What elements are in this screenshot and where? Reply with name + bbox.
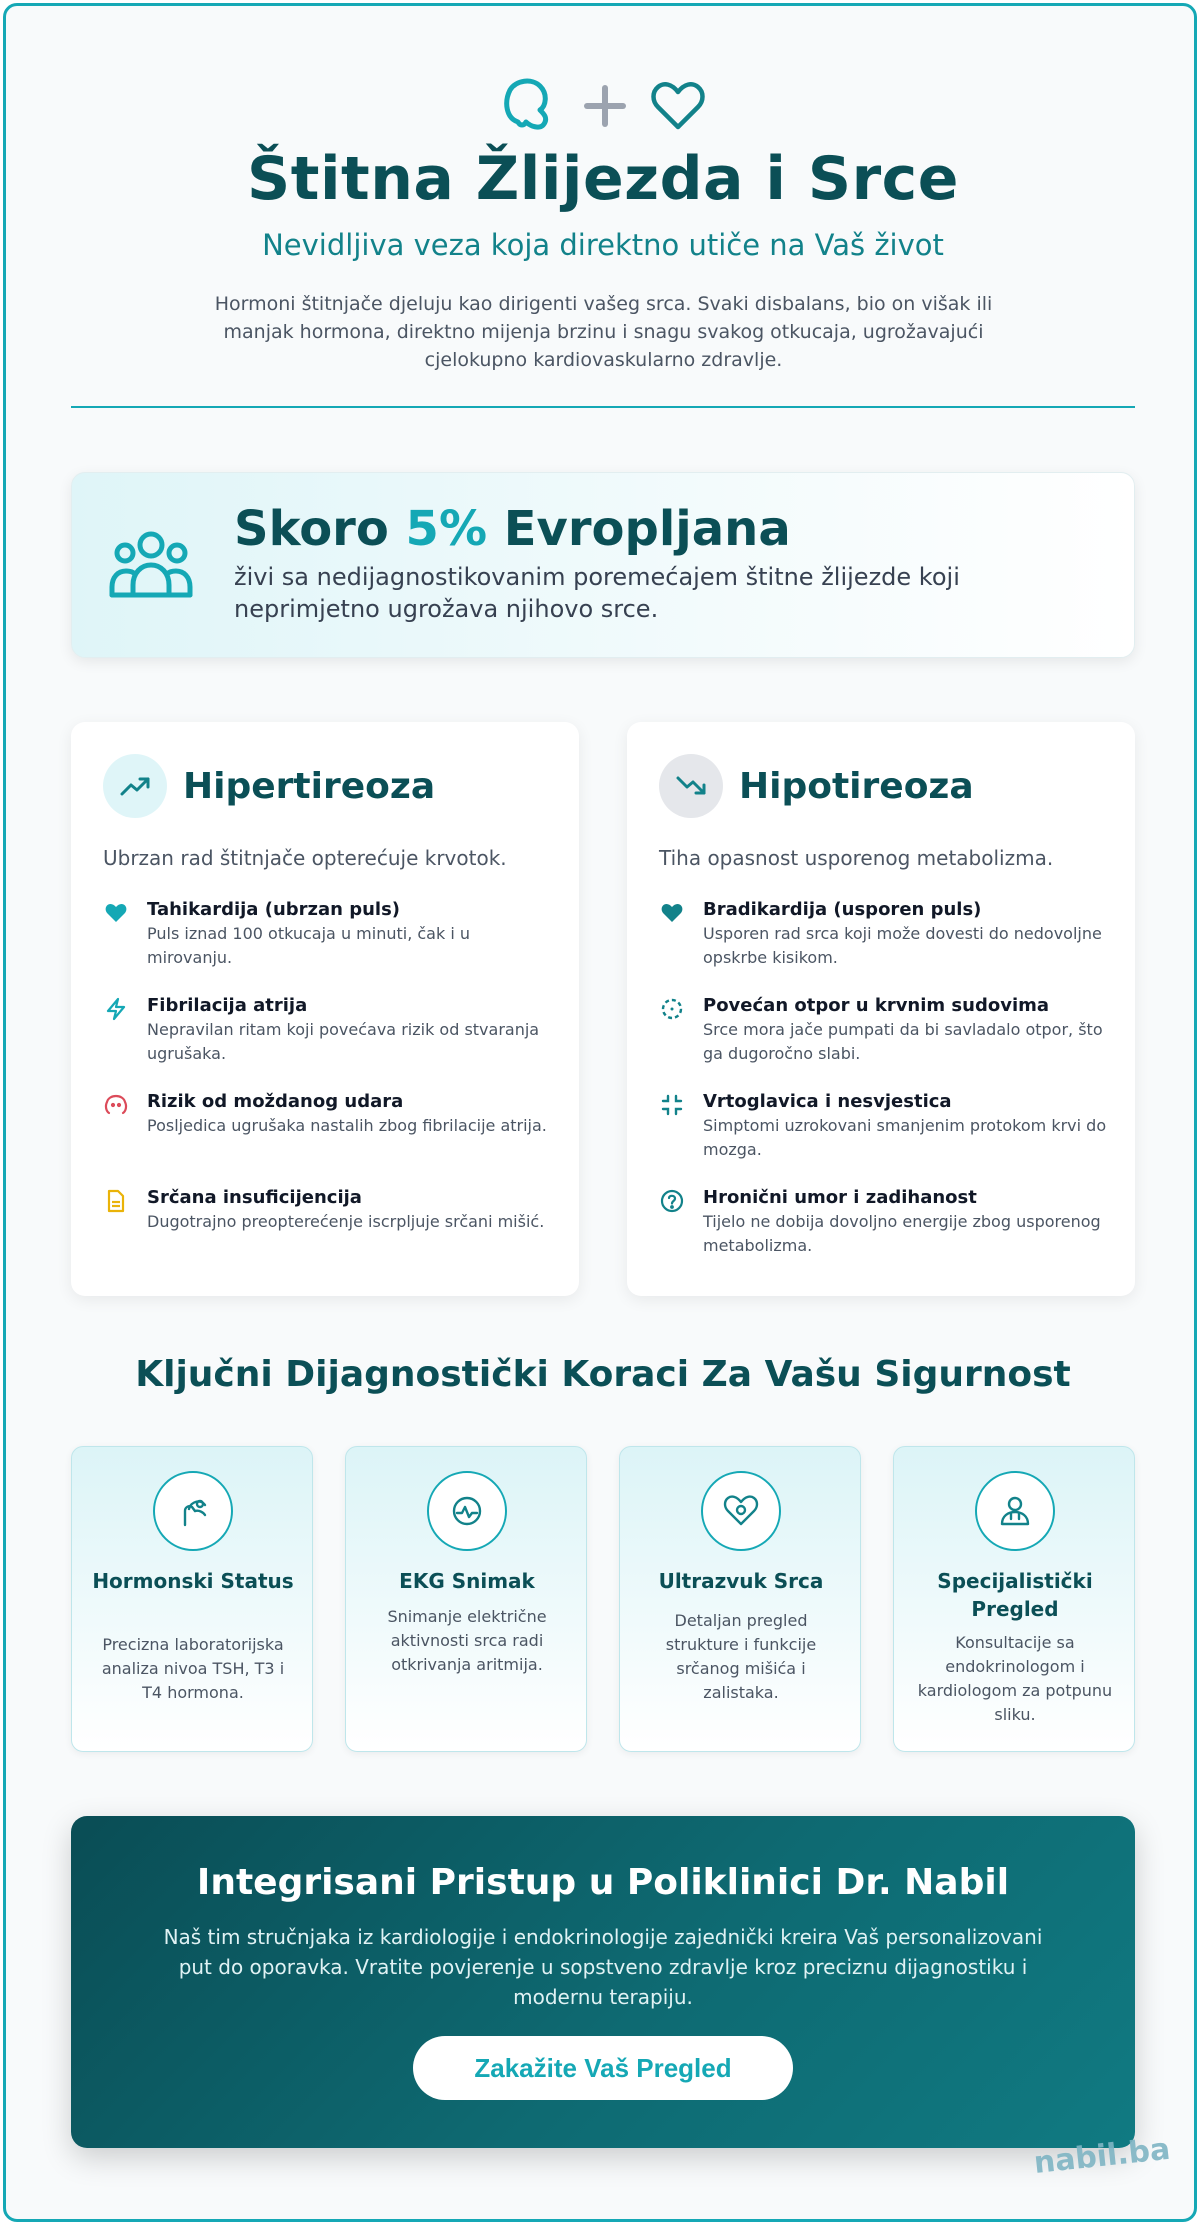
heart-icon [659, 900, 685, 926]
item-text: Tijelo ne dobija dovoljno energije zbog usporenog metabolizma. [703, 1212, 1101, 1255]
document-icon [103, 1188, 129, 1214]
stat-card [71, 472, 1135, 658]
condition-subtitle: Tiha opasnost usporenog metabolizma. [659, 846, 1054, 870]
cta-title: Integrisani Pristup u Poliklinici Dr. Nabil [196, 1862, 1010, 1903]
intro-text: Hormoni štitnjače djeluju kao dirigenti vašeg srca. Svaki disbalans, bio on višak ili manjak hormona, direktno mijenja brzinu i snagu svakog otkucaja, ugrožavajući cjelokupno kardiovaskularno zdravlje. [214, 293, 993, 371]
list-item [103, 994, 553, 1090]
item-title: Vrtoglavica i nesvjestica [703, 1091, 952, 1112]
plus-icon [582, 83, 628, 129]
stat-suffix: Evropljana [487, 501, 791, 557]
page-title: Štitna Žlijezda i Srce [247, 144, 959, 214]
list-item [103, 1186, 553, 1282]
item-title: Bradikardija (usporen puls) [703, 899, 982, 920]
diagnostic-step-ultrazvuk-srca [619, 1446, 861, 1752]
item-text: Nepravilan ritam koji povećava rizik od stvaranja ugrušaka. [147, 1020, 540, 1063]
stat-prefix: Skoro [234, 501, 406, 557]
step-text: Precizna laboratorijska analiza nivoa TSH, T3 i T4 hormona. [101, 1635, 285, 1702]
step-title: Hormonski Status [92, 1569, 294, 1593]
condition-card-hipertireoza [71, 722, 579, 1296]
condition-list [103, 898, 553, 1282]
step-text: Detaljan pregled strukture i funkcije srčanog mišića i zalistaka. [665, 1611, 817, 1702]
diagnostic-step-hormonski-status [71, 1446, 313, 1752]
condition-header [103, 754, 435, 818]
stat-percentage: 5% [405, 501, 488, 557]
condition-list [659, 898, 1109, 1282]
hand-test-icon [153, 1471, 233, 1551]
item-title: Tahikardija (ubrzan puls) [147, 899, 401, 920]
item-text: Puls iznad 100 otkucaja u minuti, čak i u mirovanju. [147, 924, 470, 967]
item-title: Srčana insuficijencija [147, 1187, 362, 1208]
step-text: Snimanje električne aktivnosti srca radi otkrivanja aritmija. [387, 1607, 547, 1674]
item-text: Simptomi uzrokovani smanjenim protokom krvi do mozga. [703, 1116, 1107, 1159]
heart-scan-icon [701, 1471, 781, 1551]
item-text: Usporen rad srca koji može dovesti do nedovoljne opskrbe kisikom. [703, 924, 1102, 967]
users-group-icon [108, 529, 194, 605]
brain-icon [103, 1092, 129, 1118]
condition-title: Hipertireoza [183, 765, 436, 807]
condition-subtitle: Ubrzan rad štitnjače opterećuje krvotok. [103, 846, 507, 870]
cta-text: Naš tim stručnjaka iz kardiologije i endokrinologije zajednički kreira Vaš personalizovani put do oporavka. Vratite povjerenje u sopstveno zdravlje kroz preciznu dijagnostiku i modernu terapiju. [163, 1925, 1043, 2009]
item-text: Posljedica ugrušaka nastalih zbog fibrilacije atrija. [147, 1116, 547, 1135]
trending-up-icon [103, 754, 167, 818]
hero-icons [6, 74, 1197, 138]
header-divider [71, 406, 1135, 408]
collapse-icon [659, 1092, 685, 1118]
step-text: Konsultacije sa endokrinologom i kardiologom za potpunu sliku. [917, 1633, 1113, 1724]
heart-icon [103, 900, 129, 926]
list-item [103, 898, 553, 994]
list-item [103, 1090, 553, 1186]
list-item [659, 898, 1109, 994]
heart-icon [650, 80, 706, 132]
thyroid-icon [500, 74, 560, 138]
doctor-icon [975, 1471, 1055, 1551]
diagnostics-title: Ključni Dijagnostički Koraci Za Vašu Sigurnost [135, 1354, 1071, 1395]
diagnostic-step-specijalisticki-pregled [893, 1446, 1135, 1752]
item-title: Fibrilacija atrija [147, 995, 308, 1016]
step-title: Specijalistički Pregled [937, 1569, 1093, 1621]
condition-header [659, 754, 974, 818]
list-item [659, 994, 1109, 1090]
brand-watermark: nabil.ba [1032, 2131, 1172, 2181]
diagnostic-step-ekg-snimak [345, 1446, 587, 1752]
list-item [659, 1186, 1109, 1282]
item-text: Dugotrajno preopterećenje iscrpljuje srčani mišić. [147, 1212, 545, 1231]
item-title: Povećan otpor u krvnim sudovima [703, 995, 1050, 1016]
step-title: Ultrazvuk Srca [658, 1569, 824, 1593]
cta-section [71, 1816, 1135, 2148]
item-title: Rizik od moždanog udara [147, 1091, 404, 1112]
page-frame [3, 3, 1197, 2222]
question-circle-icon [659, 1188, 685, 1214]
dashed-circle-icon [659, 996, 685, 1022]
trending-down-icon [659, 754, 723, 818]
list-item [659, 1090, 1109, 1186]
step-title: EKG Snimak [399, 1569, 535, 1593]
ekg-icon [427, 1471, 507, 1551]
item-text: Srce mora jače pumpati da bi savladalo otpor, što ga dugoročno slabi. [703, 1020, 1103, 1063]
condition-title: Hipotireoza [739, 765, 974, 807]
book-appointment-button[interactable]: Zakažite Vaš Pregled [413, 2036, 793, 2100]
stat-description: živi sa nedijagnostikovanim poremećajem štitne žlijezde koji neprimjetno ugrožava njihovo srce. [234, 563, 960, 623]
condition-card-hipotireoza [627, 722, 1135, 1296]
page-subtitle: Nevidljiva veza koja direktno utiče na Vaš život [262, 228, 944, 262]
lightning-icon [103, 996, 129, 1022]
stat-title [234, 501, 791, 557]
item-title: Hronični umor i zadihanost [703, 1187, 977, 1208]
